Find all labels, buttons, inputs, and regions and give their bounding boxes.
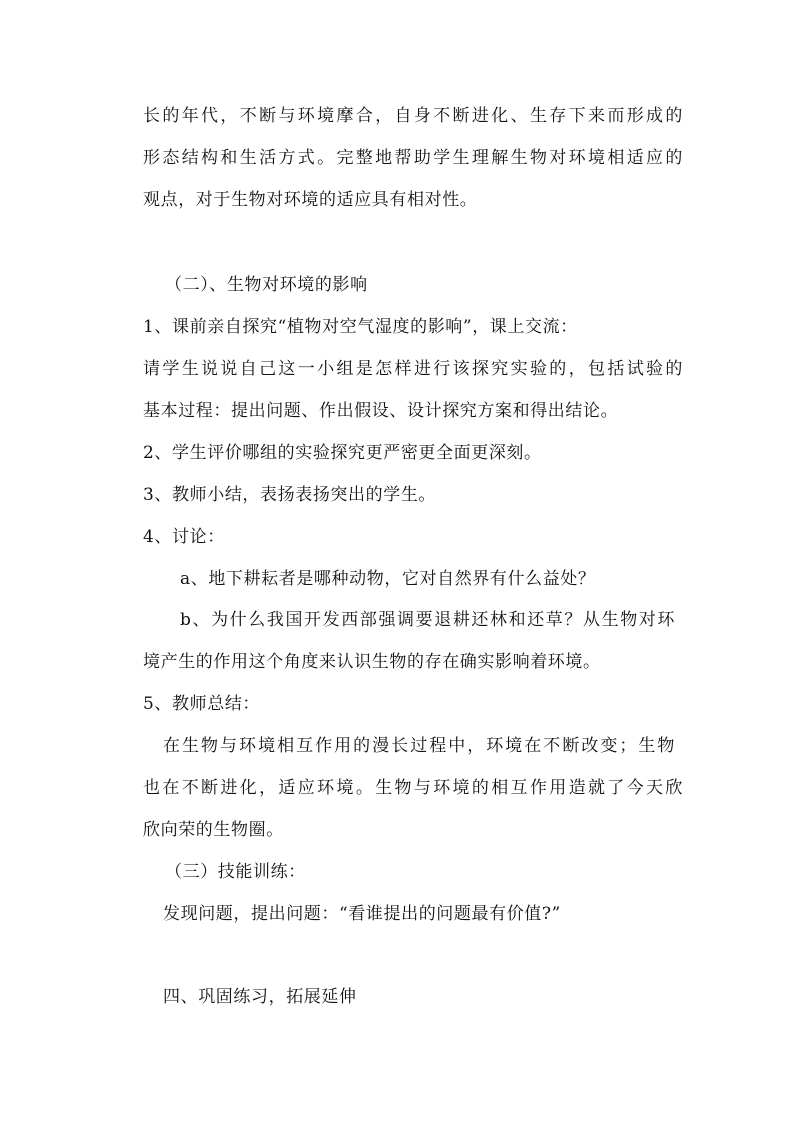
paragraph-line: 基本过程：提出问题、作出假设、设计探究方案和得出结论。 [143,401,619,421]
paragraph-line: 也在不断进化，适应环境。生物与环境的相互作用造就了今天欣 [143,778,683,798]
paragraph-line: 观点，对于生物对环境的适应具有相对性。 [143,190,478,210]
sub-item: a、地下耕耘者是哪种动物，它对自然界有什么益处？ [180,569,596,589]
list-item: 1、课前亲自探究“植物对空气湿度的影响”，课上交流： [143,317,578,337]
paragraph-line: 请学生说说自己这一小组是怎样进行该探究实验的，包括试验的 [143,359,683,379]
sub-item: b、为什么我国开发西部强调要退耕还林和还草？从生物对环 [180,610,675,630]
list-item: 3、教师小结，表扬表扬突出的学生。 [143,485,437,505]
list-item: 4、讨论： [143,527,225,547]
paragraph-line: 境产生的作用这个角度来认识生物的存在确实影响着环境。 [143,652,601,672]
section-heading: 四、巩固练习，拓展延伸 [163,987,357,1007]
paragraph-line: 欣向荣的生物圈。 [143,820,284,840]
section-heading: （二）、生物对环境的影响 [165,275,368,295]
list-item: 5、教师总结： [143,694,261,714]
paragraph-line: 发现问题，提出问题：“看谁提出的问题最有价值?” [163,904,561,924]
section-heading: （三）技能训练： [165,862,306,882]
paragraph-line: 在生物与环境相互作用的漫长过程中，环境在不断改变；生物 [163,736,675,756]
list-item: 2、学生评价哪组的实验探究更严密更全面更深刻。 [143,443,542,463]
paragraph-line: 长的年代，不断与环境摩合，自身不断进化、生存下来而形成的 [143,106,683,126]
paragraph-line: 形态结构和生活方式。完整地帮助学生理解生物对环境相适应的 [143,148,683,168]
